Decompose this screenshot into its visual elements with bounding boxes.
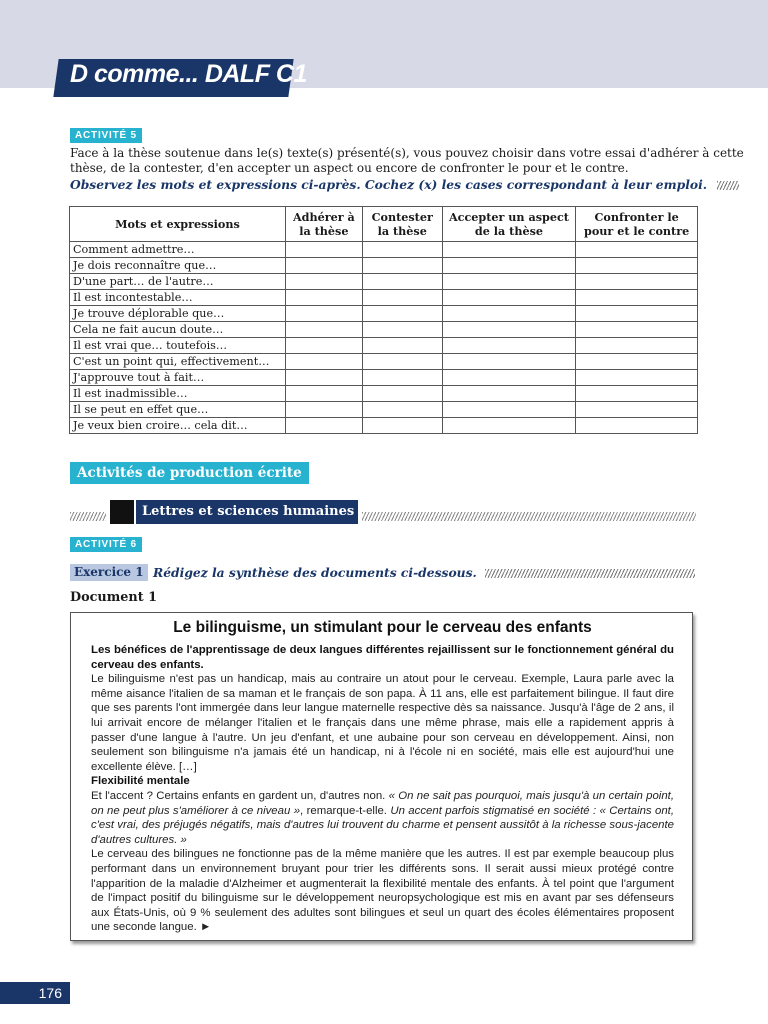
exercise-instruction [153, 565, 695, 580]
triangle-right-icon: ► [199, 921, 212, 934]
checkbox-cell[interactable] [576, 258, 698, 274]
document-title: Le bilinguisme, un stimulant pour le cerveau des enfants [173, 619, 592, 636]
p2-mid: , remarque-t-elle. [300, 804, 391, 817]
p2-quote-1: « On ne sait pas pourquoi, mais jusqu'à un certain point, on ne peut plus s'améliorer à ce niveau » [91, 789, 674, 817]
p2-start: Et l'accent ? Certains enfants en gardent un, d'autres non. [91, 789, 389, 802]
expression-cell: Je veux bien croire… cela dit… [70, 418, 286, 434]
checkbox-cell[interactable] [576, 242, 698, 258]
checkbox-cell[interactable] [285, 306, 362, 322]
document-subtitle: Flexibilité mentale [91, 775, 190, 788]
checkbox-cell[interactable] [442, 402, 576, 418]
hatch-divider [70, 512, 106, 521]
exercise-tag: Exercice 1 [70, 564, 148, 581]
exercise-text: Rédigez la synthèse des documents ci-dessous. [153, 565, 477, 580]
checkbox-cell[interactable] [442, 354, 576, 370]
checkbox-cell[interactable] [362, 242, 442, 258]
table-row [70, 370, 698, 386]
production-banner: Activités de production écrite [70, 462, 309, 484]
checkbox-cell[interactable] [442, 418, 576, 434]
checkbox-cell[interactable] [576, 354, 698, 370]
checkbox-cell[interactable] [362, 322, 442, 338]
p3-text: Le cerveau des bilingues ne fonctionne pas de la même manière que les autres. Il est par exemple beaucoup plus performant dans un environnement bruyant pour trier les différents sons. Il serait aussi mieux protégé contre l'apparition de la maladie d'Alzheimer et augmenterait la flexibilité mentale des enfants. À tel point que l'argument de l'impact positif du bilinguisme sur le développement neuropsychologique est mis en avant par ses défenseurs aux États-Unis, où 9 % seulement des adultes sont bilingues et seul un quart des écoles élémentaires proposent une seconde langue. [91, 848, 674, 934]
table-row [70, 290, 698, 306]
hatch-divider [485, 569, 695, 578]
checkbox-cell[interactable] [285, 274, 362, 290]
checkbox-cell[interactable] [362, 274, 442, 290]
col-header-expressions: Mots et expressions [70, 207, 286, 242]
document-label: Document 1 [70, 590, 157, 605]
checkbox-cell[interactable] [576, 370, 698, 386]
table-row [70, 354, 698, 370]
checkbox-cell[interactable] [442, 338, 576, 354]
activity-6-badge: ACTIVITÉ 6 [70, 537, 142, 552]
checkbox-cell[interactable] [442, 258, 576, 274]
checkbox-cell[interactable] [442, 274, 576, 290]
checkbox-cell[interactable] [362, 354, 442, 370]
page-title: D comme... DALF C1 [70, 60, 307, 88]
checkbox-cell[interactable] [442, 242, 576, 258]
activity-5-text-line-2: thèse, de la contester, d'en accepter un aspect ou encore de confronter le pour et le contre. [70, 161, 629, 175]
expression-cell: Il est incontestable… [70, 290, 286, 306]
table-row [70, 386, 698, 402]
col-header-adherer: Adhérer à la thèse [285, 207, 362, 242]
checkbox-cell[interactable] [285, 386, 362, 402]
checkbox-cell[interactable] [576, 322, 698, 338]
checkbox-cell[interactable] [576, 306, 698, 322]
checkbox-cell[interactable] [285, 418, 362, 434]
table-row [70, 258, 698, 274]
document-lead: Les bénéfices de l'apprentissage de deux langues différentes rejaillissent sur le fonctionnement général du cerveau des enfants. [91, 644, 674, 671]
page-number: 176 [0, 982, 70, 1004]
document-paragraph-1: Le bilinguisme n'est pas un handicap, mais au contraire un atout pour le cerveau. Exemple, Laura parle avec la même aisance l'italien de sa maman et le français de son papa. À 11 ans, elle est parfaitement bilingue. Il faut dire que ses parents l'ont immergée dans leur langue maternelle respective dès sa naissance. Jusqu'à l'âge de 2 ans, il lui arrivait encore de mélanger l'italien et le français dans une même phrase, mais elle a rapidement appris à passer d'une langue à l'autre. Un jeu d'enfant, et une aubaine pour son cerveau en développement. Ainsi, non seulement son bilinguisme n'a jamais été un handicap, ni à l'école ni en société, mais elle est aujourd'hui une excellente élève. […] [91, 673, 674, 773]
checkbox-cell[interactable] [362, 418, 442, 434]
expression-cell: C'est un point qui, effectivement… [70, 354, 286, 370]
checkbox-cell[interactable] [285, 338, 362, 354]
activity-5-instruction [70, 177, 739, 192]
table-row [70, 338, 698, 354]
activity-5-badge: ACTIVITÉ 5 [70, 128, 142, 143]
instruction-text: Observez les mots et expressions ci-après. Cochez (x) les cases correspondant à leur emploi. [70, 177, 708, 192]
table-header-row [70, 207, 698, 242]
checkbox-cell[interactable] [442, 386, 576, 402]
checkbox-cell[interactable] [576, 418, 698, 434]
checkbox-cell[interactable] [285, 258, 362, 274]
table-row [70, 322, 698, 338]
checkbox-cell[interactable] [362, 258, 442, 274]
checkbox-cell[interactable] [362, 402, 442, 418]
checkbox-cell[interactable] [576, 290, 698, 306]
document-paragraph-2 [91, 789, 674, 847]
expressions-table [69, 206, 698, 434]
checkbox-cell[interactable] [576, 402, 698, 418]
checkbox-cell[interactable] [362, 386, 442, 402]
col-header-contester: Contester la thèse [362, 207, 442, 242]
checkbox-cell[interactable] [285, 402, 362, 418]
checkbox-cell[interactable] [442, 322, 576, 338]
expression-cell: Il est vrai que… toutefois… [70, 338, 286, 354]
checkbox-cell[interactable] [442, 370, 576, 386]
expression-cell: D'une part… de l'autre… [70, 274, 286, 290]
checkbox-cell[interactable] [285, 354, 362, 370]
category-label: Lettres et sciences humaines [136, 500, 358, 524]
expression-cell: J'approuve tout à fait… [70, 370, 286, 386]
checkbox-cell[interactable] [362, 370, 442, 386]
checkbox-cell[interactable] [362, 338, 442, 354]
checkbox-cell[interactable] [285, 242, 362, 258]
table-row [70, 402, 698, 418]
expression-cell: Il est inadmissible… [70, 386, 286, 402]
category-marker [110, 500, 134, 524]
checkbox-cell[interactable] [285, 290, 362, 306]
hatch-divider [717, 181, 739, 190]
document-1-box [70, 612, 693, 941]
expression-cell: Je dois reconnaître que… [70, 258, 286, 274]
hatch-divider [362, 512, 696, 521]
checkbox-cell[interactable] [576, 386, 698, 402]
table-row [70, 274, 698, 290]
table-row [70, 306, 698, 322]
checkbox-cell[interactable] [576, 338, 698, 354]
col-header-confronter: Confronter le pour et le contre [576, 207, 698, 242]
checkbox-cell[interactable] [285, 370, 362, 386]
expression-cell: Il se peut en effet que… [70, 402, 286, 418]
checkbox-cell[interactable] [576, 274, 698, 290]
checkbox-cell[interactable] [362, 290, 442, 306]
expression-cell: Je trouve déplorable que… [70, 306, 286, 322]
expression-cell: Cela ne fait aucun doute… [70, 322, 286, 338]
col-header-accepter: Accepter un aspect de la thèse [442, 207, 576, 242]
table-row [70, 242, 698, 258]
checkbox-cell[interactable] [442, 306, 576, 322]
activity-5-text-line-1: Face à la thèse soutenue dans le(s) texte(s) présenté(s), vous pouvez choisir dans votre essai d'adhérer à cette [70, 146, 744, 160]
expression-cell: Comment admettre… [70, 242, 286, 258]
checkbox-cell[interactable] [362, 306, 442, 322]
document-paragraph-3 [91, 847, 674, 935]
checkbox-cell[interactable] [442, 290, 576, 306]
table-row [70, 418, 698, 434]
checkbox-cell[interactable] [285, 322, 362, 338]
p2-quote-2: Un accent parfois stigmatisé en société : « Certains ont, c'est vrai, des préjugés négatifs, mais d'autres lui trouvent du charme et pensent aussitôt à la richesse sous-jacente d'autres cultures. » [91, 804, 675, 846]
